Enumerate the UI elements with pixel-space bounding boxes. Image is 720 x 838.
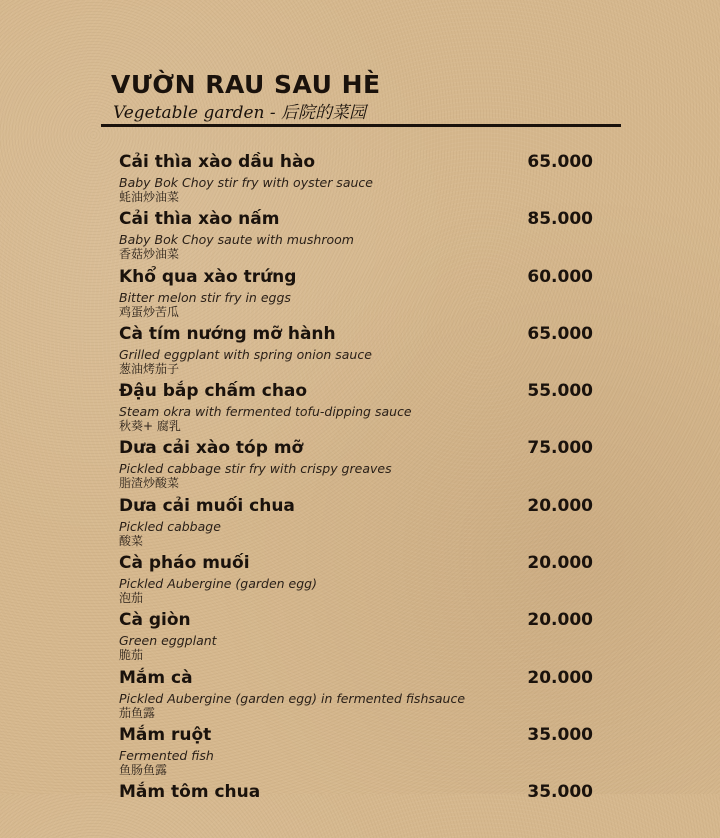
section-divider — [101, 124, 621, 127]
section-title: VƯỜN RAU SAU HÈ — [111, 70, 381, 99]
menu-item — [119, 723, 593, 780]
dish-chinese: 蚝油炒油菜 — [119, 190, 180, 204]
dish-price: 65.000 — [527, 323, 593, 344]
dish-name: Cải thìa xào dầu hào — [119, 152, 316, 172]
menu-item — [119, 265, 593, 322]
menu-item — [119, 551, 593, 608]
dish-price: 55.000 — [527, 381, 593, 402]
dish-chinese: 葱油烤茄子 — [119, 361, 180, 376]
dish-english: Pickled Aubergine (garden egg) in fermented fishsauce — [119, 690, 466, 706]
dish-chinese: 泡茄 — [119, 591, 144, 606]
dish-chinese: 秋葵+ 腐乳 — [119, 419, 181, 434]
dish-english: Pickled Aubergine (garden egg) — [119, 576, 317, 592]
menu-item — [119, 494, 593, 551]
dish-price: 20.000 — [527, 495, 593, 516]
dish-price: 65.000 — [527, 152, 593, 172]
dish-name: Đậu bắp chấm chao — [119, 381, 308, 402]
dish-english: Green eggplant — [119, 633, 217, 649]
dish-name: Khổ qua xào trứng — [119, 266, 297, 287]
dish-chinese: 脆茄 — [119, 648, 144, 663]
dish-english: Pickled cabbage stir fry with crispy greaves — [119, 461, 392, 477]
dish-english: Grilled eggplant with spring onion sauce — [119, 346, 372, 362]
dish-price: 35.000 — [527, 782, 593, 803]
dish-english: Steam okra with fermented tofu-dipping sauce — [119, 404, 412, 420]
menu-item — [119, 207, 593, 264]
dish-chinese: 茄鱼露 — [119, 705, 156, 720]
menu-item-list — [119, 150, 593, 838]
dish-name: Cải thìa xào nấm — [119, 209, 280, 230]
menu-item — [119, 322, 593, 379]
menu-item — [119, 666, 593, 723]
dish-english: Baby Bok Choy stir fry with oyster sauce — [119, 175, 373, 190]
menu-item — [119, 608, 593, 665]
dish-english: Fermented fish — [119, 747, 214, 763]
dish-price: 75.000 — [527, 438, 593, 459]
dish-name: Cà giòn — [119, 610, 191, 631]
dish-chinese: 鸡蛋炒苦瓜 — [119, 304, 180, 319]
dish-price: 85.000 — [527, 209, 593, 230]
dish-name: Mắm tôm chua — [119, 782, 261, 803]
dish-chinese: 酸菜 — [119, 533, 144, 548]
section-subtitle: Vegetable garden - 后院的菜园 — [113, 103, 367, 123]
dish-price: 60.000 — [527, 266, 593, 287]
dish-english: Baby Bok Choy saute with mushroom — [119, 232, 354, 248]
menu-item — [119, 780, 593, 837]
dish-name: Cà pháo muối — [119, 553, 250, 574]
menu-item — [119, 150, 593, 207]
dish-price: 35.000 — [527, 724, 593, 745]
dish-english: Pickled cabbage — [119, 518, 221, 534]
dish-chinese: 香菇炒油菜 — [119, 247, 180, 262]
dish-name: Cà tím nướng mỡ hành — [119, 323, 336, 344]
dish-price: 20.000 — [527, 610, 593, 631]
menu-item — [119, 436, 593, 493]
dish-name: Mắm ruột — [119, 724, 212, 745]
menu-item — [119, 379, 593, 436]
dish-name: Dưa cải xào tóp mỡ — [119, 438, 304, 459]
dish-name: Dưa cải muối chua — [119, 495, 295, 516]
dish-price: 20.000 — [527, 667, 593, 688]
dish-price: 20.000 — [527, 553, 593, 574]
dish-chinese: 鱼肠鱼露 — [119, 762, 168, 777]
dish-english: Bitter melon stir fry in eggs — [119, 289, 291, 305]
dish-chinese: 脂渣炒酸菜 — [119, 476, 180, 491]
dish-name: Mắm cà — [119, 667, 193, 688]
